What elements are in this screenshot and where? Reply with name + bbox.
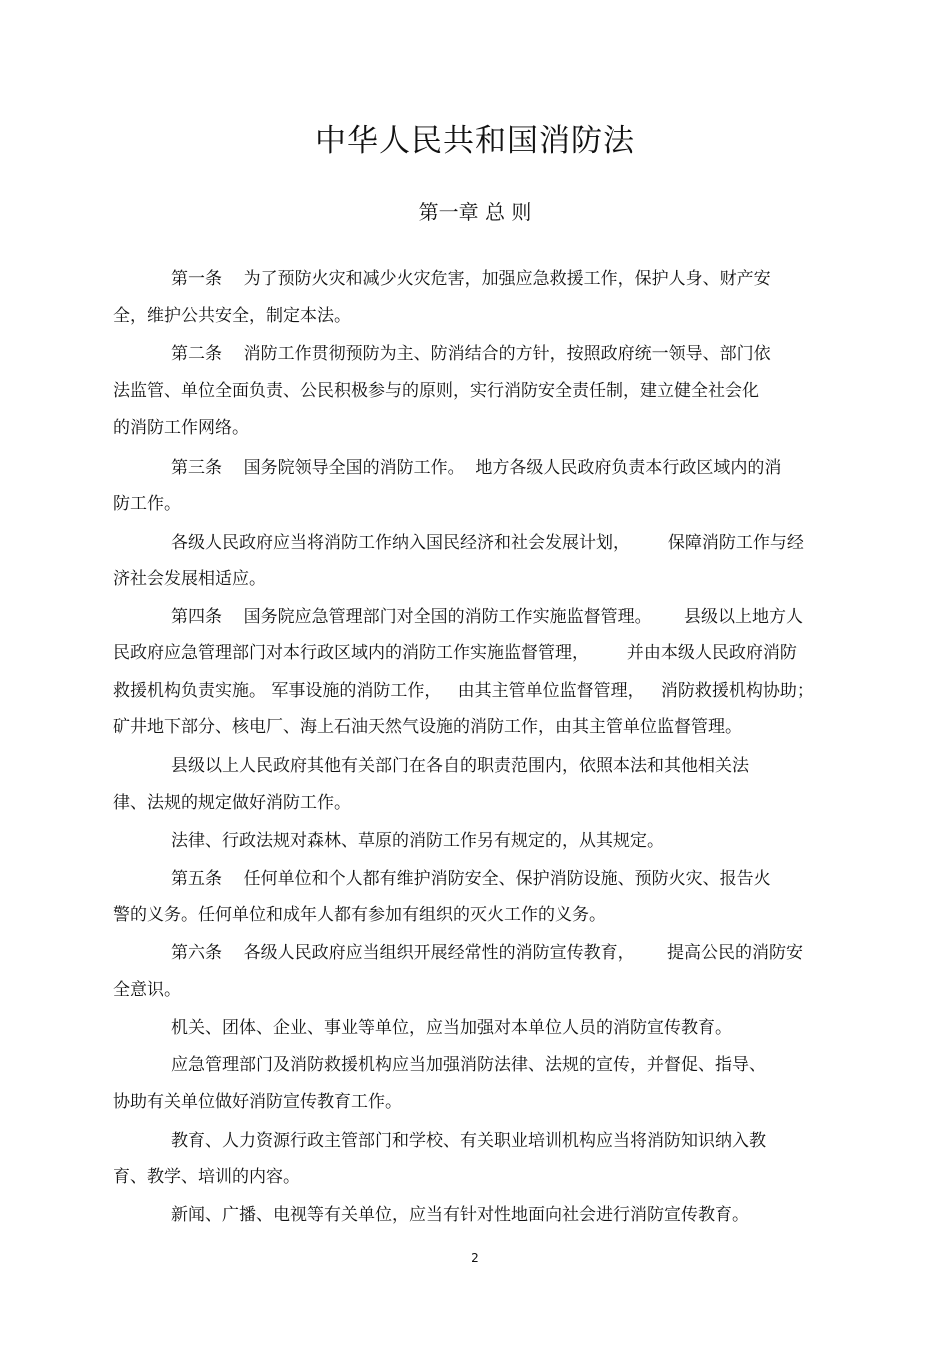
article-2-line-2: 法监管、单位全面负责、公民积极参与的原则，实行消防安全责任制，建立健全社会化 [113,381,759,401]
article-5-line-1: 第五条 任何单位和个人都有维护消防安全、保护消防设施、预防火灾、报告火 [171,869,771,889]
article-4-para-2-line-1: 县级以上人民政府其他有关部门在各自的职责范围内，依照本法和其他相关法 [171,756,749,776]
article-1-line-2: 全，维护公共安全，制定本法。 [113,306,351,326]
article-4-line-4: 矿井地下部分、核电厂、海上石油天然气设施的消防工作，由其主管单位监督管理。 [113,717,742,737]
article-2-line-3: 的消防工作网络。 [113,418,249,438]
article-4-line-3: 救援机构负责实施。 军事设施的消防工作， 由其主管单位监督管理， 消防救援机构协助； [113,681,814,701]
article-6-para-3-line-2: 协助有关单位做好消防宣传教育工作。 [113,1092,402,1112]
article-3-line-2: 防工作。 [113,494,181,514]
document-title: 中华人民共和国消防法 [315,123,635,159]
article-4-line-2: 民政府应急管理部门对本行政区域内的消防工作实施监督管理， 并由本级人民政府消防 [113,643,797,663]
article-5-line-2: 警的义务。任何单位和成年人都有参加有组织的灭火工作的义务。 [113,905,606,925]
article-4-para-2-line-2: 律、法规的规定做好消防工作。 [113,793,351,813]
article-6-para-4-line-1: 教育、人力资源行政主管部门和学校、有关职业培训机构应当将消防知识纳入教 [171,1131,766,1151]
chapter-heading: 第一章 总 则 [418,200,532,224]
article-4-line-1: 第四条 国务院应急管理部门对全国的消防工作实施监督管理。 县级以上地方人 [171,607,804,627]
article-6-line-2: 全意识。 [113,980,181,1000]
article-4-para-3-line-1: 法律、行政法规对森林、草原的消防工作另有规定的，从其规定。 [171,831,664,851]
article-3-para-2-line-1: 各级人民政府应当将消防工作纳入国民经济和社会发展计划， 保障消防工作与经 [171,533,804,553]
article-6-para-4-line-2: 育、教学、培训的内容。 [113,1167,300,1187]
article-6-para-3-line-1: 应急管理部门及消防救援机构应当加强消防法律、法规的宣传，并督促、指导、 [171,1055,766,1075]
article-6-para-5-line-1: 新闻、广播、电视等有关单位，应当有针对性地面向社会进行消防宣传教育。 [171,1205,749,1225]
article-2-line-1: 第二条 消防工作贯彻预防为主、防消结合的方针，按照政府统一领导、部门依 [171,344,771,364]
article-6-para-2-line-1: 机关、团体、企业、事业等单位，应当加强对本单位人员的消防宣传教育。 [171,1018,732,1038]
article-1-line-1: 第一条 为了预防火灾和减少火灾危害，加强应急救援工作，保护人身、财产安 [171,269,771,289]
article-6-line-1: 第六条 各级人民政府应当组织开展经常性的消防宣传教育， 提高公民的消防安 [171,943,804,963]
article-3-para-2-line-2: 济社会发展相适应。 [113,569,266,589]
article-3-line-1: 第三条 国务院领导全国的消防工作。 地方各级人民政府负责本行政区域内的消 [171,458,782,478]
page-number: 2 [471,1251,479,1265]
